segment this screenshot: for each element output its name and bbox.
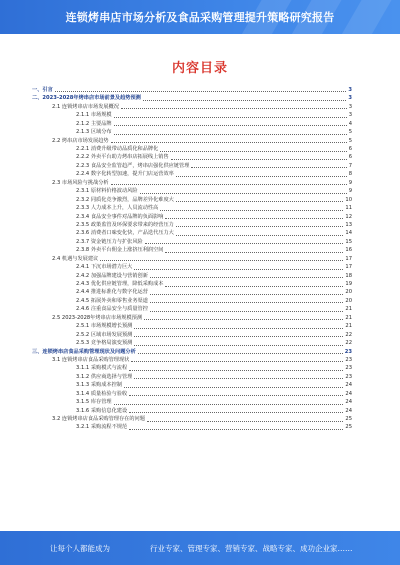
toc-entry[interactable] [32, 238, 352, 246]
toc-leader-dots [134, 345, 343, 346]
toc-entry-label: 3.2.1 采购流程不规范 [76, 424, 128, 431]
toc-leader-dots [150, 302, 343, 303]
toc-entry[interactable] [32, 94, 352, 102]
toc-entry-page: 9 [348, 179, 352, 186]
toc-entry-page: 3 [348, 86, 352, 93]
footer-banner [0, 531, 400, 565]
toc-leader-dots [134, 328, 343, 329]
toc-entry[interactable] [32, 381, 352, 389]
toc-entry-page: 18 [345, 272, 352, 279]
toc-leader-dots [144, 319, 343, 320]
toc-entry[interactable] [32, 246, 352, 254]
toc-entry[interactable] [32, 407, 352, 415]
toc-entry-label: 2.3.3 人力成本上升，人员流动性高 [76, 205, 159, 212]
toc-entry[interactable] [32, 390, 352, 398]
toc-entry-page: 3 [348, 95, 352, 102]
toc-leader-dots [124, 387, 343, 388]
toc-entry[interactable] [32, 128, 352, 136]
toc-entry-page: 20 [345, 297, 352, 304]
toc-entry-label: 3.1.1 采购模式与流程 [76, 365, 128, 372]
toc-entry-label: 2.2 烤串店市场发展趋势 [52, 137, 109, 144]
toc-leader-dots [165, 218, 343, 219]
toc-leader-dots [129, 429, 343, 430]
toc-entry-page: 6 [348, 154, 352, 161]
toc-leader-dots [134, 269, 343, 270]
toc-entry-page: 5 [348, 137, 352, 144]
toc-entry-label: 2.3.7 资金链压力与扩张风险 [76, 238, 143, 245]
toc-entry-page: 4 [348, 120, 352, 127]
toc-leader-dots [114, 404, 344, 405]
report-header-banner [0, 0, 400, 34]
toc-entry-label: 2.3.6 消费者口味变化快，产品迭代压力大 [76, 230, 174, 237]
toc-entry-label: 2.1 连锁烤串店市场发展概况 [52, 103, 119, 110]
toc-entry[interactable] [32, 263, 352, 271]
toc-entry-page: 13 [345, 221, 352, 228]
toc-entry[interactable] [32, 398, 352, 406]
toc-entry[interactable] [32, 322, 352, 330]
toc-leader-dots [111, 142, 347, 143]
toc-entry-page: 3 [348, 112, 352, 119]
toc-entry[interactable] [32, 196, 352, 204]
toc-entry-label: 2.5.3 竞争格局演变预测 [76, 340, 133, 347]
toc-leader-dots [143, 100, 347, 101]
toc-entry[interactable] [32, 305, 352, 313]
toc-entry-page: 23 [345, 365, 352, 372]
toc-leader-dots [129, 370, 343, 371]
toc-entry[interactable] [32, 280, 352, 288]
toc-entry-page: 16 [345, 247, 352, 254]
toc-entry-label: 2.5.1 市场规模增长预测 [76, 323, 133, 330]
toc-entry-label: 2.2.2 外卖平台助力烤串店拓展线上销售 [76, 154, 169, 161]
toc-entry-label: 2.4.4 推进标准化与数字化运营 [76, 289, 148, 296]
toc-leader-dots [114, 125, 347, 126]
toc-entry-label: 3.1.5 库存管理 [76, 399, 112, 406]
toc-entry-page: 12 [345, 213, 352, 220]
toc-leader-dots [131, 361, 343, 362]
footer-slogan-left: 让每个人都能成为 [50, 544, 110, 553]
toc-leader-dots [111, 184, 347, 185]
toc-entry-label: 2.4.2 加强品牌建设与营销创新 [76, 272, 148, 279]
toc-entry-label: 3.2 连锁烤串店食品采购管理存在的问题 [52, 416, 145, 423]
toc-entry[interactable] [32, 229, 352, 237]
toc-entry-label: 2.3 市场风险与挑战分析 [52, 179, 109, 186]
toc-leader-dots [134, 336, 343, 337]
toc-entry[interactable] [32, 424, 352, 432]
toc-entry-label: 3.1.6 采购信息化建设 [76, 407, 128, 414]
toc-leader-dots [114, 134, 347, 135]
toc-entry-label: 3.1 连锁烤串店食品采购管理现状 [52, 356, 130, 363]
toc-entry-label: 2.1.2 主要品牌 [76, 120, 112, 127]
report-title: 连锁烤串店市场分析及食品采购管理提升策略研究报告 [65, 11, 335, 24]
toc-entry[interactable] [32, 162, 352, 170]
toc-leader-dots [150, 294, 343, 295]
toc-entry[interactable] [32, 137, 352, 145]
toc-leader-dots [150, 277, 343, 278]
toc-entry-page: 6 [348, 146, 352, 153]
toc-entry-page: 25 [345, 416, 352, 423]
toc-entry[interactable] [32, 86, 352, 94]
toc-entry-page: 23 [345, 373, 352, 380]
toc-leader-dots [138, 353, 343, 354]
toc-entry-label: 2.4.5 拓展外卖和零售业务渠道 [76, 297, 148, 304]
toc-leader-dots [150, 311, 343, 312]
toc-entry-page: 23 [345, 356, 352, 363]
toc-entry-label: 2.1.3 区域分布 [76, 129, 112, 136]
toc-entry-label: 2.1.1 市场规模 [76, 112, 112, 119]
toc-entry-label: 2.3.4 食品安全事件对品牌的负面影响 [76, 213, 164, 220]
toc-entry[interactable] [32, 255, 352, 263]
toc-entry[interactable] [32, 154, 352, 162]
toc-entry-label: 3.1.4 质量检验与验收 [76, 390, 128, 397]
toc-entry-label: 2.3.5 政策监管及环保要求带来的经营压力 [76, 221, 174, 228]
toc-entry-label: 2.3.2 同质化竞争激烈，品牌差异化难度大 [76, 196, 174, 203]
toc-entry[interactable] [32, 297, 352, 305]
toc-entry[interactable] [32, 179, 352, 187]
toc-entry[interactable] [32, 213, 352, 221]
toc-entry-label: 2.3.8 外卖平台佣金上涨挤压利润空间 [76, 247, 164, 254]
toc-entry-page: 3 [348, 103, 352, 110]
toc-entry-page: 9 [348, 188, 352, 195]
toc-entry-label: 2.4.6 注重食品安全与质量管控 [76, 306, 148, 313]
toc-entry-page: 7 [348, 162, 352, 169]
toc-entry[interactable] [32, 145, 352, 153]
toc-leader-dots [129, 412, 343, 413]
toc-entry-label: 2.4 机遇与发展建议 [52, 255, 99, 262]
toc-entry-label: 3.1.3 采购成本控制 [76, 382, 122, 389]
table-of-contents [32, 86, 352, 432]
toc-leader-dots [100, 260, 343, 261]
toc-entry[interactable] [32, 364, 352, 372]
toc-entry-page: 24 [345, 382, 352, 389]
toc-leader-dots [176, 201, 344, 202]
toc-leader-dots [176, 226, 344, 227]
toc-entry-page: 23 [344, 348, 352, 355]
toc-entry-page: 21 [345, 314, 352, 321]
toc-entry-label: 2.2.3 食品安全监管趋严，烤串店强化供应链管理 [76, 162, 190, 169]
toc-leader-dots [171, 159, 347, 160]
toc-leader-dots [160, 151, 346, 152]
toc-entry[interactable] [32, 314, 352, 322]
toc-leader-dots [147, 421, 343, 422]
toc-leader-dots [165, 252, 343, 253]
toc-entry[interactable] [32, 272, 352, 280]
toc-entry[interactable] [32, 339, 352, 347]
toc-entry[interactable] [32, 111, 352, 119]
toc-entry-label: 2.2.1 消费升级带动品质化和品牌化 [76, 146, 159, 153]
toc-heading: 内容目录 [171, 61, 228, 76]
footer-slogan-right: 行业专家、管理专家、营销专家、战略专家、成功企业家…… [150, 544, 353, 553]
toc-entry-label: 一、引言 [32, 86, 53, 93]
toc-entry-page: 10 [345, 196, 352, 203]
toc-entry[interactable] [32, 170, 352, 178]
toc-leader-dots [140, 193, 347, 194]
toc-entry-page: 21 [345, 323, 352, 330]
toc-leader-dots [134, 378, 343, 379]
toc-entry-page: 17 [345, 264, 352, 271]
toc-entry-label: 二、2023-2028年烤串店市场前景及趋势预测 [32, 95, 141, 102]
toc-entry-page: 8 [348, 171, 352, 178]
toc-entry-page: 22 [345, 331, 352, 338]
toc-entry-label: 2.2.4 数字化转型加速，提升门店运营效率 [76, 171, 174, 178]
toc-entry[interactable] [32, 331, 352, 339]
toc-entry-page: 24 [345, 399, 352, 406]
toc-entry-page: 25 [345, 424, 352, 431]
toc-entry-page: 15 [345, 238, 352, 245]
toc-leader-dots [121, 108, 347, 109]
toc-entry-label: 2.4.3 优化供应链管理，降低采购成本 [76, 281, 164, 288]
toc-entry[interactable] [32, 373, 352, 381]
toc-leader-dots [176, 176, 347, 177]
toc-entry[interactable] [32, 103, 352, 111]
toc-entry-page: 17 [345, 255, 352, 262]
toc-entry-page: 19 [345, 281, 352, 288]
toc-entry[interactable] [32, 187, 352, 195]
toc-entry[interactable] [32, 204, 352, 212]
toc-entry-label: 2.5.2 区域市场发展预测 [76, 331, 133, 338]
toc-entry-page: 5 [348, 129, 352, 136]
toc-entry-page: 21 [345, 306, 352, 313]
toc-leader-dots [176, 235, 344, 236]
toc-entry[interactable] [32, 289, 352, 297]
toc-entry-label: 三、连锁烤串店食品采购管理现状及问题分析 [32, 348, 136, 355]
toc-entry-page: 24 [345, 407, 352, 414]
toc-entry-label: 2.4.1 下沉市场潜力巨大 [76, 264, 133, 271]
toc-entry[interactable] [32, 221, 352, 229]
toc-entry-page: 14 [345, 230, 352, 237]
toc-leader-dots [165, 286, 343, 287]
toc-entry-page: 20 [345, 289, 352, 296]
toc-entry-page: 24 [345, 390, 352, 397]
toc-entry[interactable] [32, 415, 352, 423]
toc-entry-page: 22 [345, 340, 352, 347]
toc-entry[interactable] [32, 356, 352, 364]
toc-leader-dots [145, 243, 344, 244]
toc-leader-dots [160, 210, 343, 211]
toc-entry[interactable] [32, 348, 352, 356]
toc-entry[interactable] [32, 120, 352, 128]
toc-leader-dots [55, 91, 347, 92]
toc-leader-dots [114, 117, 347, 118]
toc-entry-label: 3.1.2 供应商选择与管理 [76, 373, 133, 380]
toc-entry-page: 11 [345, 205, 352, 212]
toc-leader-dots [191, 167, 346, 168]
toc-entry-label: 2.3.1 原材料价格波动风险 [76, 188, 138, 195]
toc-entry-label: 2.5 2023-2028年烤串店市场规模预测 [52, 314, 143, 321]
toc-leader-dots [129, 395, 343, 396]
